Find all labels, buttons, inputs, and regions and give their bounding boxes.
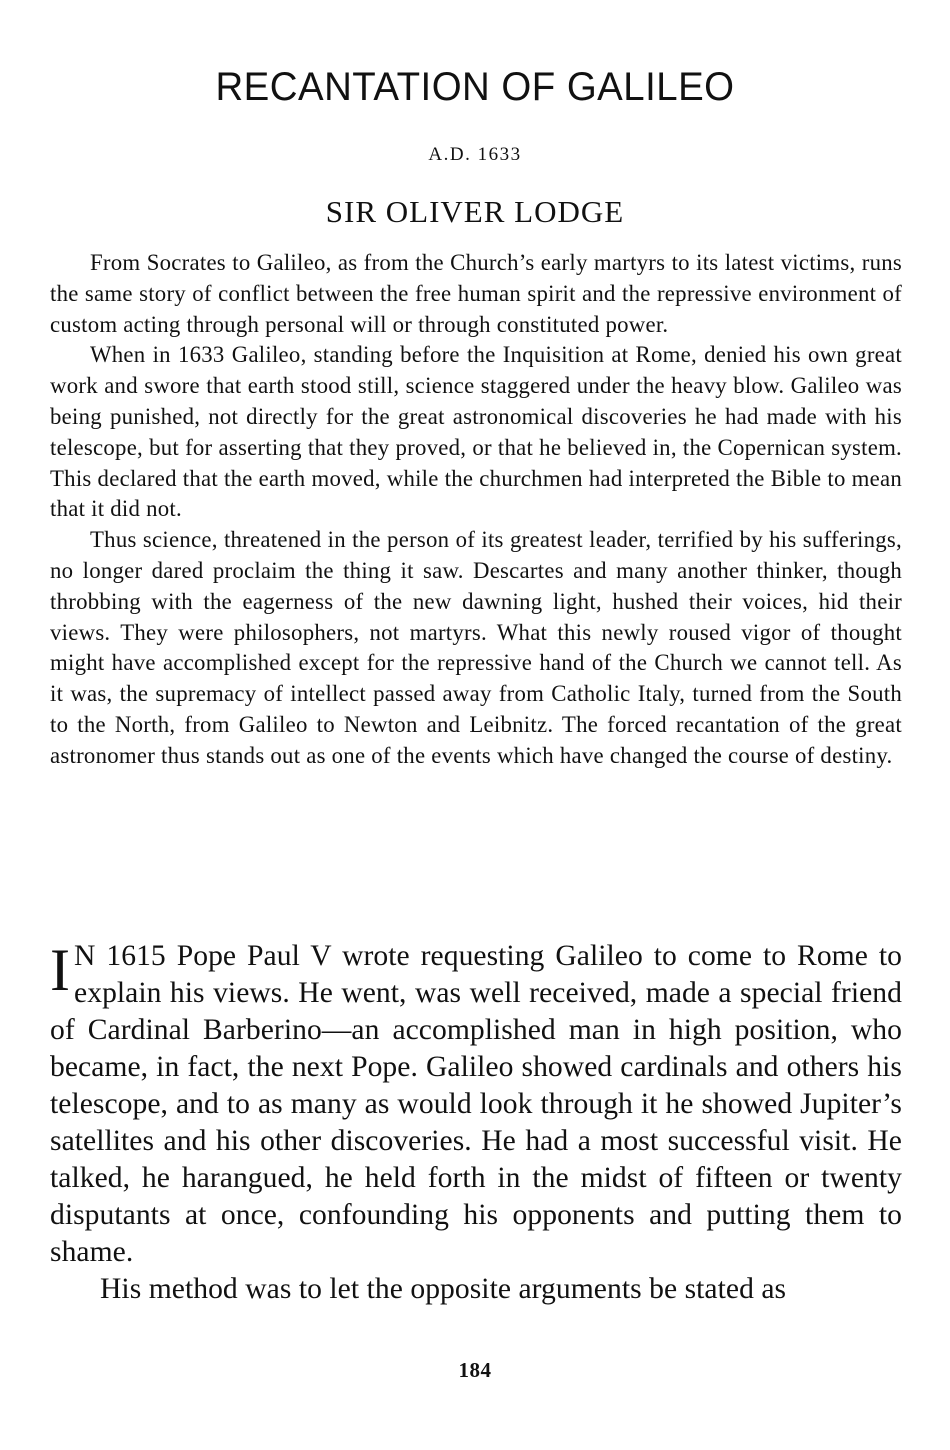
chapter-date: A.D. 1633 [428, 144, 522, 165]
main-text [50, 938, 902, 1308]
drop-cap: I [50, 937, 71, 1003]
intro-paragraph-1: From Socrates to Galileo, as from the Church’s early martyrs to its latest victims, runs the same story of conflict between the free human spirit and the repressive environment of custom acting through personal will or through constituted power. [50, 250, 902, 337]
chapter-author: SIR OLIVER LODGE [325, 194, 625, 229]
chapter-title: RECANTATION OF GALILEO [215, 65, 735, 109]
page-number: 184 [458, 1358, 492, 1382]
body-paragraph-1-text: N 1615 Pope Paul V wrote requesting Galileo to come to Rome to explain his views. He went, was well received, made a special friend of Cardinal Barberino—an accomplished man in high position, who became, in fact, the next Pope. Galileo showed cardinals and others his telescope, and to as many as would look through it he showed Jupiter’s satellites and his other discoveries. He had a most successful visit. He talked, he harangued, he held forth in the midst of fifteen or twenty disputants at once, confounding his opponents and putting them to shame. [50, 940, 902, 1268]
body-paragraph-2: His method was to let the opposite arguments be stated as [100, 1273, 787, 1305]
intro-paragraph-3: Thus science, threatened in the person of its greatest leader, terrified by his sufferings, no longer dared proclaim the thing it saw. Descartes and many another thinker, though throbbing with the eagerness of the new dawning light, hushed their voices, hid their views. They were philosophers, not martyrs. What this newly roused vigor of thought might have accomplished except for the repressive hand of the Church we cannot tell. As it was, the supremacy of intellect passed away from Catholic Italy, turned from the South to the North, from Galileo to Newton and Leibnitz. The forced recantation of the great astronomer thus stands out as one of the events which have changed the course of destiny. [50, 527, 902, 768]
editorial-introduction [50, 248, 902, 772]
body-paragraph-1 [50, 938, 902, 1271]
intro-paragraph-2: When in 1633 Galileo, standing before the Inquisition at Rome, denied his own great work and swore that earth stood still, science staggered under the heavy blow. Galileo was being punished, not directly for the great astronomical discoveries he had made with his telescope, but for asserting that they proved, or that he believed in, the Copernican system. This declared that the earth moved, while the churchmen had interpreted the Bible to mean that it did not. [50, 342, 902, 522]
